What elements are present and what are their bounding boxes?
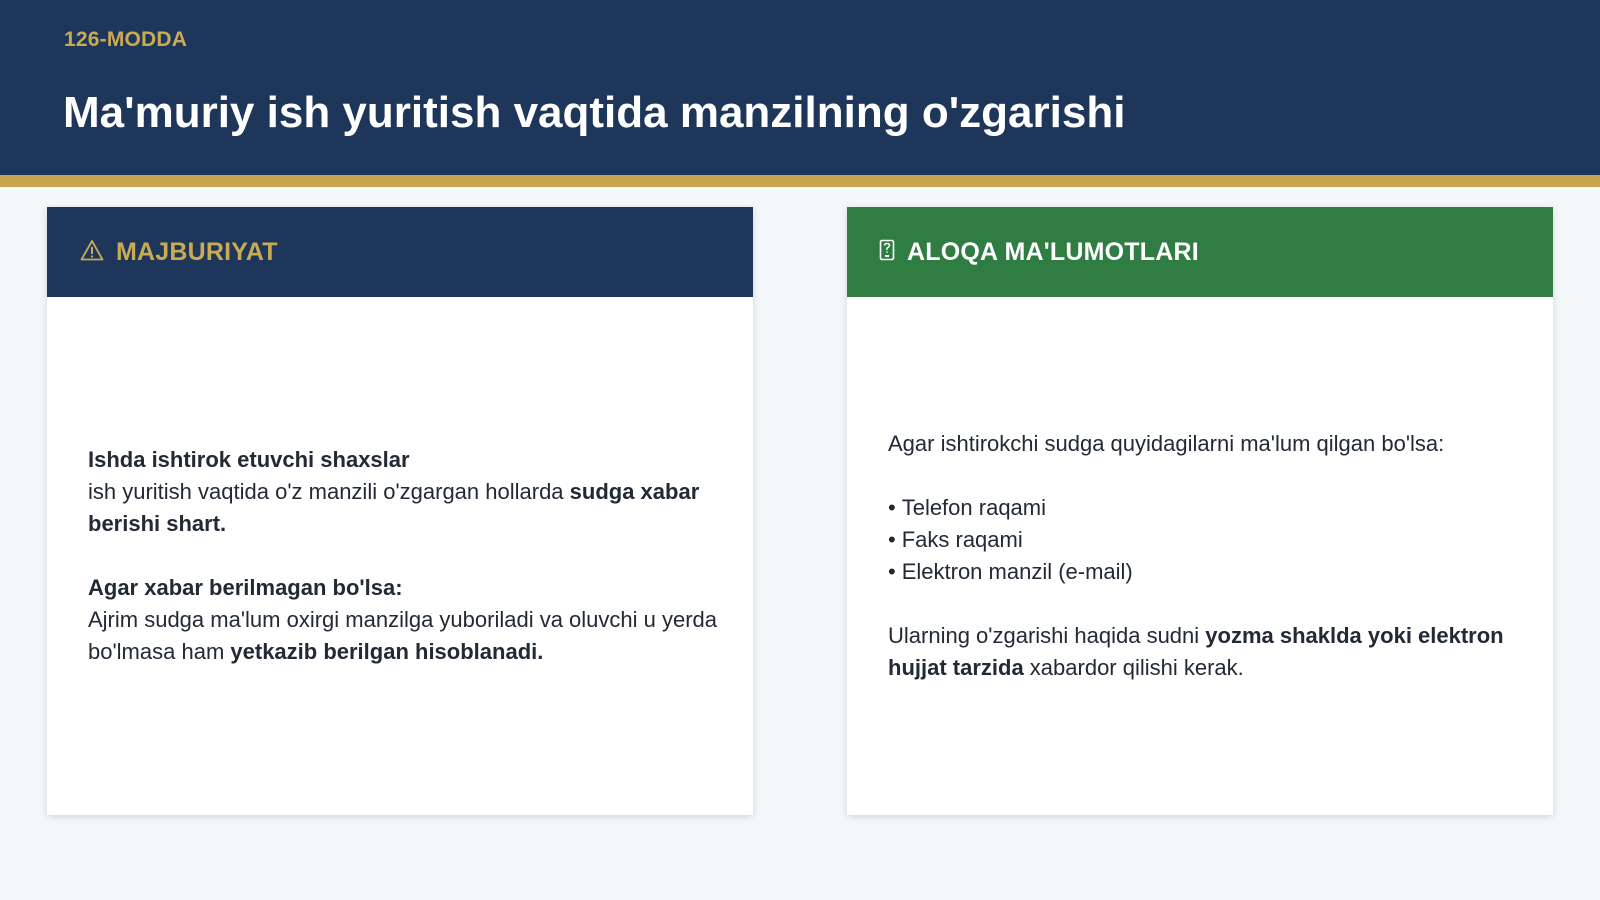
warning-icon — [80, 239, 104, 266]
slide-header — [0, 0, 1600, 175]
contact-outro-text: Ularning o'zgarishi haqida sudni — [888, 623, 1206, 648]
obligation-subject: Ishda ishtirok etuvchi shaxslar — [88, 447, 410, 472]
contact-outro — [888, 620, 1523, 684]
obligation-card — [47, 207, 753, 815]
list-item: • Faks raqami — [888, 524, 1523, 556]
consequence-text: Ajrim sudga ma'lum oxirgi manzilga yuboriladi va oluvchi u yerda bo'lmasa ham — [88, 607, 718, 664]
contact-intro: Agar ishtirokchi sudga quyidagilarni ma'lum qilgan bo'lsa: — [888, 431, 1445, 456]
contact-card-header — [847, 207, 1553, 297]
contact-outro-emphasis: yozma shaklda yoki elektron hujjat tarzida — [888, 623, 1504, 680]
list-item: • Elektron manzil (e-mail) — [888, 556, 1523, 588]
obligation-card-body — [88, 297, 723, 815]
contact-list — [888, 492, 1523, 588]
gold-divider — [0, 175, 1600, 187]
obligation-text: ish yuritish vaqtida o'z manzili o'zgargan hollarda — [88, 479, 570, 504]
contact-card-title: ALOQA MA'LUMOTLARI — [907, 237, 1199, 266]
contact-outro-tail: xabardor qilishi kerak. — [1023, 655, 1244, 680]
obligation-paragraph-2 — [88, 572, 723, 668]
contact-card — [847, 207, 1553, 815]
article-number: 126-MODDA — [64, 28, 188, 51]
contact-card-body — [888, 297, 1523, 815]
obligation-emphasis: sudga xabar berishi shart. — [88, 479, 700, 536]
list-item: • Telefon raqami — [888, 492, 1523, 524]
page-title: Ma'muriy ish yuritish vaqtida manzilning o'zgarishi — [63, 88, 1126, 137]
obligation-paragraph-1 — [88, 444, 723, 540]
obligation-card-title: MAJBURIYAT — [116, 237, 278, 266]
phone-icon — [879, 239, 895, 266]
consequence-emphasis: yetkazib berilgan hisoblanadi. — [230, 639, 544, 664]
obligation-card-header — [47, 207, 753, 297]
consequence-heading: Agar xabar berilmagan bo'lsa: — [88, 575, 403, 600]
